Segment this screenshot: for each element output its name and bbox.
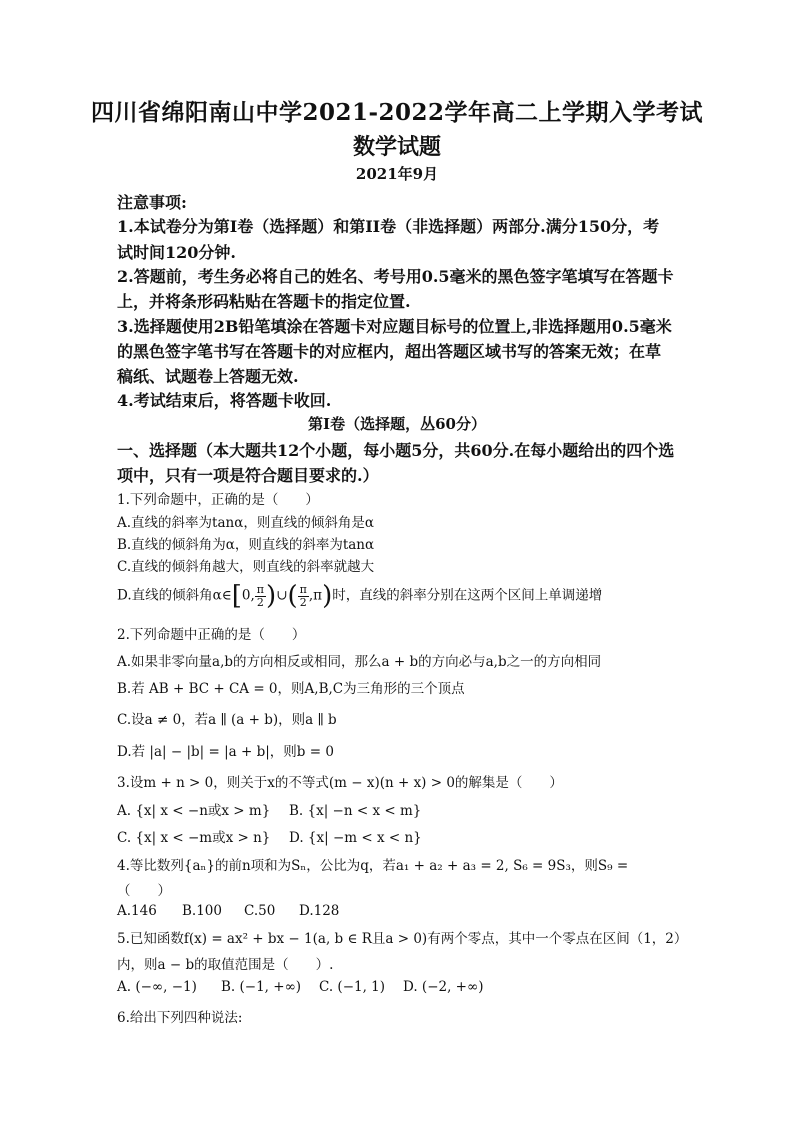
question-5-options-row [117, 979, 683, 995]
question-6-stem: 6.给出下列四种说法: [117, 1010, 243, 1026]
notes-line: 稿纸、试题卷上答题无效. [117, 367, 299, 386]
section-title: 第I卷（选择题，丛60分） [308, 415, 486, 433]
question-1-option-c: C.直线的倾斜角越大，则直线的斜率就越大 [117, 559, 375, 575]
question-4-option-c: C.50 [244, 903, 276, 919]
exam-date: 2021年9月 [355, 165, 439, 183]
question-1-option-b: B.直线的倾斜角为α，则直线的斜率为tanα [117, 537, 375, 553]
question-1-option-d [117, 581, 683, 611]
notes-line: 4.考试结束后，将答题卡收回. [117, 391, 332, 410]
question-1-option-a: A.直线的斜率为tanα，则直线的倾斜角是α [117, 515, 374, 531]
question-3-stem: 3.设m + n > 0，则关于x的不等式(m − x)(n + x) > 0的解集是（ ） [117, 775, 563, 791]
bracket-open-icon: [ [231, 581, 242, 611]
notes-line: 的黑色签字笔书写在答题卡的对应框内，超出答题区域书写的答案无效；在草 [117, 342, 662, 361]
paren-close-icon: ) [266, 581, 277, 611]
question-3-option-b: B. {x| −n < x < m} [289, 803, 422, 819]
question-3-options-row [117, 799, 683, 819]
option-d-prefix: D.直线的倾斜角α∈ [117, 587, 232, 604]
exam-subject: 数学试题 [352, 134, 441, 160]
question-4-answer-paren: （ ） [117, 883, 171, 899]
interval-start: 0, [241, 587, 255, 604]
fraction-denominator: 2 [256, 595, 264, 609]
exam-title: 四川省绵阳南山中学2021-2022学年高二上学期入学考试 [90, 99, 704, 126]
question-5-option-c: C. (−1, 1) [319, 979, 386, 995]
notes-line: 2.答题前，考生务必将自己的姓名、考号用0.5毫米的黑色签字笔填写在答题卡 [117, 267, 674, 286]
question-2-stem: 2.下列命题中正确的是（ ） [117, 627, 306, 643]
question-2-option-b: B.若 AB + BC + CA = 0，则A,B,C为三角形的三个顶点 [117, 681, 465, 697]
question-2-option-c: C.设a ≠ 0，若a ∥ (a + b)，则a ∥ b [117, 712, 337, 728]
notes-line: 1.本试卷分为第I卷（选择题）和第II卷（非选择题）两部分.满分150分，考 [117, 217, 660, 236]
paren-open-icon: ( [287, 581, 298, 611]
fraction-pi-over-2 [298, 584, 309, 609]
union-symbol: ∪ [276, 587, 288, 604]
notes-line: 上，并将条形码粘贴在答题卡的指定位置. [117, 292, 411, 311]
question-1-stem: 1.下列命题中，正确的是（ ） [117, 492, 319, 508]
question-5-stem-cont: 内，则a − b的取值范围是（ ）. [117, 957, 334, 973]
fraction-denominator: 2 [299, 595, 307, 609]
fraction-pi-over-2 [255, 584, 266, 609]
interval-end: ,π [308, 587, 323, 604]
question-5-option-b: B. (−1, +∞) [221, 979, 302, 995]
question-4-option-b: B.100 [182, 903, 222, 919]
question-2-option-d: D.若 |a| − |b| = |a + b|，则b = 0 [117, 744, 334, 760]
section-intro: 一、选择题（本大题共12个小题，每小题5分，共60分.在每小题给出的四个选 [117, 441, 675, 460]
question-4-option-d: D.128 [299, 903, 340, 919]
question-5-option-d: D. (−2, +∞) [403, 979, 484, 995]
question-5-stem: 5.已知函数f(x) = ax² + bx − 1(a, b ∈ R且a > 0)有两个零点，其中一个零点在区间（1，2） [117, 931, 688, 947]
question-3-options-row [117, 826, 683, 846]
question-3-option-c: C. {x| x < −m或x > n} [117, 830, 271, 846]
question-4-option-a: A.146 [117, 903, 157, 919]
notes-line: 试时间120分钟. [117, 243, 236, 262]
fraction-numerator: π [256, 582, 265, 596]
question-2-option-a: A.如果非零向量a,b的方向相反或相同，那么a + b的方向必与a,b之一的方向相同 [117, 654, 602, 670]
option-d-suffix: 时，直线的斜率分别在这两个区间上单调递增 [332, 587, 603, 604]
notes-heading: 注意事项: [117, 193, 187, 212]
fraction-numerator: π [299, 582, 307, 596]
question-3-option-d: D. {x| −m < x < n} [289, 830, 422, 846]
notes-line: 3.选择题使用2B铅笔填涂在答题卡对应题目标号的位置上,非选择题用0.5毫米 [117, 317, 672, 336]
question-5-option-a: A. (−∞, −1) [117, 979, 197, 995]
section-intro: 项中，只有一项是符合题目要求的.） [117, 466, 379, 485]
question-4-options-row [117, 903, 683, 919]
question-3-option-a: A. {x| x < −n或x > m} [117, 803, 271, 819]
paren-close-icon: ) [322, 581, 333, 611]
question-4-stem: 4.等比数列{aₙ}的前n项和为Sₙ，公比为q，若a₁ + a₂ + a₃ = 2, S₆ = 9S₃，则S₉ = [117, 858, 629, 874]
